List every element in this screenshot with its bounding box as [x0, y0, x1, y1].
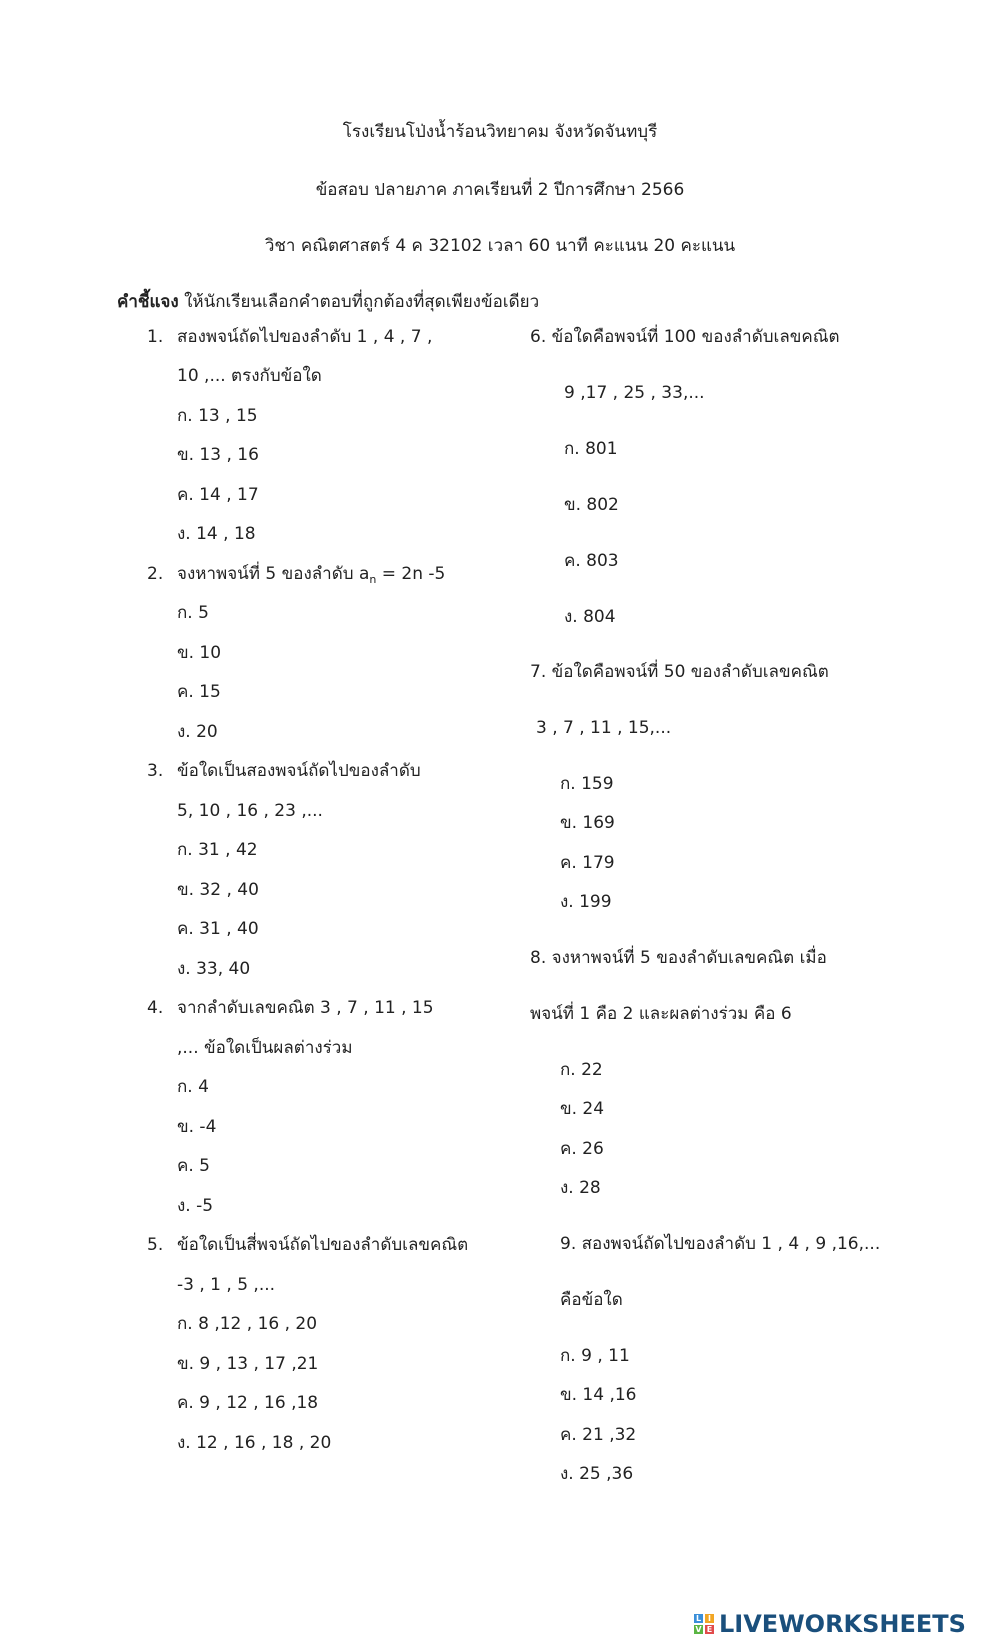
- q1-choice-a[interactable]: ก. 13 , 15: [177, 406, 258, 426]
- q3-choice-a[interactable]: ก. 31 , 42: [177, 840, 258, 860]
- q9-choice-a[interactable]: ก. 9 , 11: [560, 1346, 630, 1366]
- q3-choice-d[interactable]: ง. 33, 40: [177, 959, 251, 979]
- q5-choice-c[interactable]: ค. 9 , 12 , 16 ,18: [177, 1393, 319, 1413]
- q5-number: 5.: [147, 1235, 164, 1255]
- q7-line1: 7. ข้อใดคือพจน์ที่ 50 ของลำดับเลขคณิต: [530, 662, 829, 682]
- logo-mark-cell: I: [705, 1614, 714, 1623]
- q7-line2: 3 , 7 , 11 , 15,...: [536, 718, 672, 738]
- q4-number: 4.: [147, 998, 164, 1018]
- q4-choice-a[interactable]: ก. 4: [177, 1077, 209, 1097]
- q9-choice-c[interactable]: ค. 21 ,32: [560, 1425, 637, 1445]
- q4-line2: ,... ข้อใดเป็นผลต่างร่วม: [177, 1038, 353, 1058]
- q6-line2: 9 ,17 , 25 , 33,...: [564, 383, 705, 403]
- q1-choice-c[interactable]: ค. 14 , 17: [177, 485, 259, 505]
- q5-choice-a[interactable]: ก. 8 ,12 , 16 , 20: [177, 1314, 318, 1334]
- q3-line2: 5, 10 , 16 , 23 ,...: [177, 801, 323, 821]
- q7-choice-c[interactable]: ค. 179: [560, 853, 615, 873]
- logo-mark-icon: [694, 1614, 714, 1634]
- q7-choice-b[interactable]: ข. 169: [560, 813, 615, 833]
- q3-line1: ข้อใดเป็นสองพจน์ถัดไปของลำดับ: [177, 761, 421, 781]
- q6-choice-b[interactable]: ข. 802: [564, 495, 619, 515]
- q2-choice-a[interactable]: ก. 5: [177, 603, 209, 623]
- q3-number: 3.: [147, 761, 164, 781]
- instruction: [117, 290, 539, 314]
- exam-title: ข้อสอบ ปลายภาค ภาคเรียนที่ 2 ปีการศึกษา 2566: [315, 180, 685, 200]
- instruction-label: คำชี้แจง: [117, 292, 179, 312]
- q2-text: จงหาพจน์ที่ 5 ของลำดับ $a_n = 2n$ -5: [177, 564, 446, 586]
- q7-choice-d[interactable]: ง. 199: [560, 892, 612, 912]
- logo-mark-cell: V: [695, 1625, 702, 1634]
- q1-choice-b[interactable]: ข. 13 , 16: [177, 445, 259, 465]
- q1-choice-d[interactable]: ง. 14 , 18: [177, 524, 256, 544]
- q2-number: 2.: [147, 564, 164, 584]
- q4-choice-d[interactable]: ง. -5: [177, 1196, 214, 1216]
- q2-choice-c[interactable]: ค. 15: [177, 682, 221, 702]
- q9-choice-b[interactable]: ข. 14 ,16: [560, 1385, 637, 1405]
- logo-text: LIVEWORKSHEETS: [719, 1610, 966, 1638]
- q9-choice-d[interactable]: ง. 25 ,36: [560, 1464, 634, 1484]
- q8-choice-d[interactable]: ง. 28: [560, 1178, 601, 1198]
- q6-line1: 6. ข้อใดคือพจน์ที่ 100 ของลำดับเลขคณิต: [530, 327, 840, 347]
- q1-line1: สองพจน์ถัดไปของลำดับ 1 , 4 , 7 ,: [177, 327, 433, 347]
- q8-choice-a[interactable]: ก. 22: [560, 1060, 603, 1080]
- q7-choice-a[interactable]: ก. 159: [560, 774, 614, 794]
- q2-choice-b[interactable]: ข. 10: [177, 643, 222, 663]
- q6-choice-a[interactable]: ก. 801: [564, 439, 618, 459]
- q2-choice-d[interactable]: ง. 20: [177, 722, 218, 742]
- q9-line2: คือข้อใด: [560, 1290, 623, 1310]
- q5-line2: -3 , 1 , 5 ,...: [177, 1275, 276, 1295]
- q4-choice-b[interactable]: ข. -4: [177, 1117, 217, 1137]
- q8-choice-c[interactable]: ค. 26: [560, 1139, 604, 1159]
- school-name: โรงเรียนโป่งน้ำร้อนวิทยาคม จังหวัดจันทบุรี: [342, 122, 658, 142]
- q9-line1: 9. สองพจน์ถัดไปของลำดับ 1 , 4 , 9 ,16,...: [560, 1234, 881, 1254]
- q5-choice-b[interactable]: ข. 9 , 13 , 17 ,21: [177, 1354, 319, 1374]
- q5-line1: ข้อใดเป็นสี่พจน์ถัดไปของลำดับเลขคณิต: [177, 1235, 469, 1255]
- q1-line2: 10 ,... ตรงกับข้อใด: [177, 366, 322, 386]
- q8-line2: พจน์ที่ 1 คือ 2 และผลต่างร่วม คือ 6: [530, 1004, 792, 1024]
- q8-choice-b[interactable]: ข. 24: [560, 1099, 605, 1119]
- q8-line1: 8. จงหาพจน์ที่ 5 ของลำดับเลขคณิต เมื่อ: [530, 948, 827, 968]
- q3-choice-b[interactable]: ข. 32 , 40: [177, 880, 259, 900]
- q6-choice-c[interactable]: ค. 803: [564, 551, 619, 571]
- q3-choice-c[interactable]: ค. 31 , 40: [177, 919, 259, 939]
- q2-subscript: n: [369, 573, 377, 586]
- logo-mark-cell: L: [695, 1614, 702, 1623]
- q4-line1: จากลำดับเลขคณิต 3 , 7 , 11 , 15: [177, 998, 434, 1018]
- instruction-text: ให้นักเรียนเลือกคำตอบที่ถูกต้องที่สุดเพียงข้อเดียว: [184, 292, 540, 312]
- logo-mark-cell: E: [706, 1625, 713, 1634]
- subject-line: วิชา คณิตศาสตร์ 4 ค 32102 เวลา 60 นาที คะแนน 20 คะแนน: [264, 236, 736, 256]
- liveworksheets-logo[interactable]: [694, 1609, 966, 1639]
- q4-choice-c[interactable]: ค. 5: [177, 1156, 210, 1176]
- q1-number: 1.: [147, 327, 164, 347]
- q6-choice-d[interactable]: ง. 804: [564, 607, 616, 627]
- q5-choice-d[interactable]: ง. 12 , 16 , 18 , 20: [177, 1433, 332, 1453]
